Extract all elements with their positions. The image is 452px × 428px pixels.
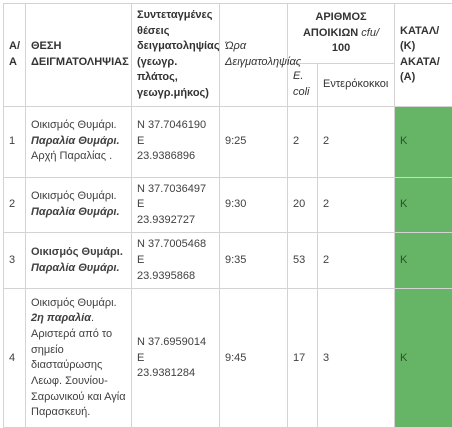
cell-aa: 1: [4, 106, 26, 177]
cell-ecoli: 53: [288, 233, 318, 289]
cell-entero: 2: [318, 233, 395, 289]
cell-status: K: [395, 233, 452, 289]
cell-time: 9:25: [220, 106, 288, 177]
cell-ecoli: 20: [288, 177, 318, 233]
cell-time: 9:30: [220, 177, 288, 233]
cell-entero: 2: [318, 106, 395, 177]
cell-status: K: [395, 289, 452, 428]
header-status: ΚΑΤΑΛ/ (Κ) ΑΚΑΤΑ/ (Α): [395, 4, 452, 107]
cell-time: 9:45: [220, 289, 288, 428]
cell-coords: N 37.7046190 E 23.9386896: [132, 106, 220, 177]
header-coords: Συντεταγμένες θέσεις δειγματοληψίας (γεωγρ. πλάτος, γεωγρ.μήκος): [132, 4, 220, 107]
cell-aa: 3: [4, 233, 26, 289]
header-aa: Α/ Α: [4, 4, 26, 107]
header-time: Ώρα Δειγματοληψίας: [220, 4, 288, 107]
cell-ecoli: 17: [288, 289, 318, 428]
cell-entero: 2: [318, 177, 395, 233]
header-entero: Εντερόκοκκοι: [318, 63, 395, 106]
header-row: [4, 4, 452, 64]
cell-location: Οικισμός Θυμάρι. 2η παραλία. Αριστερά από το σημείο διασταύρωσης Λεωφ. Σουνίου-Σαρωνικού και Αγία Παρασκευή.: [26, 289, 132, 428]
cell-status: K: [395, 106, 452, 177]
cell-location: Οικισμός Θυμάρι. Παραλία Θυμάρι. Αρχή Παραλίας .: [26, 106, 132, 177]
table-row: [4, 106, 452, 177]
cell-coords: N 37.6959014 E 23.9381284: [132, 289, 220, 428]
header-ecoli: E. coli: [288, 63, 318, 106]
cell-status: K: [395, 177, 452, 233]
cell-entero: 3: [318, 289, 395, 428]
cell-coords: N 37.7005468 E 23.9395868: [132, 233, 220, 289]
cell-location: Οικισμός Θυμάρι. Παραλία Θυμάρι.: [26, 233, 132, 289]
cell-ecoli: 2: [288, 106, 318, 177]
cell-location: Οικισμός Θυμάρι. Παραλία Θυμάρι.: [26, 177, 132, 233]
cell-coords: N 37.7036497 E 23.9392727: [132, 177, 220, 233]
header-location: ΘΕΣΗ ΔΕΙΓΜΑΤΟΛΗΨΙΑΣ: [26, 4, 132, 107]
cell-time: 9:35: [220, 233, 288, 289]
table-row: [4, 177, 452, 233]
sampling-results-table: [3, 3, 452, 428]
table-row: [4, 233, 452, 289]
cell-aa: 4: [4, 289, 26, 428]
cell-aa: 2: [4, 177, 26, 233]
header-counts: ΑΡΙΘΜΟΣ ΑΠΟΙΚΙΩΝ cfu/ 100: [288, 4, 395, 64]
table-row: [4, 289, 452, 428]
